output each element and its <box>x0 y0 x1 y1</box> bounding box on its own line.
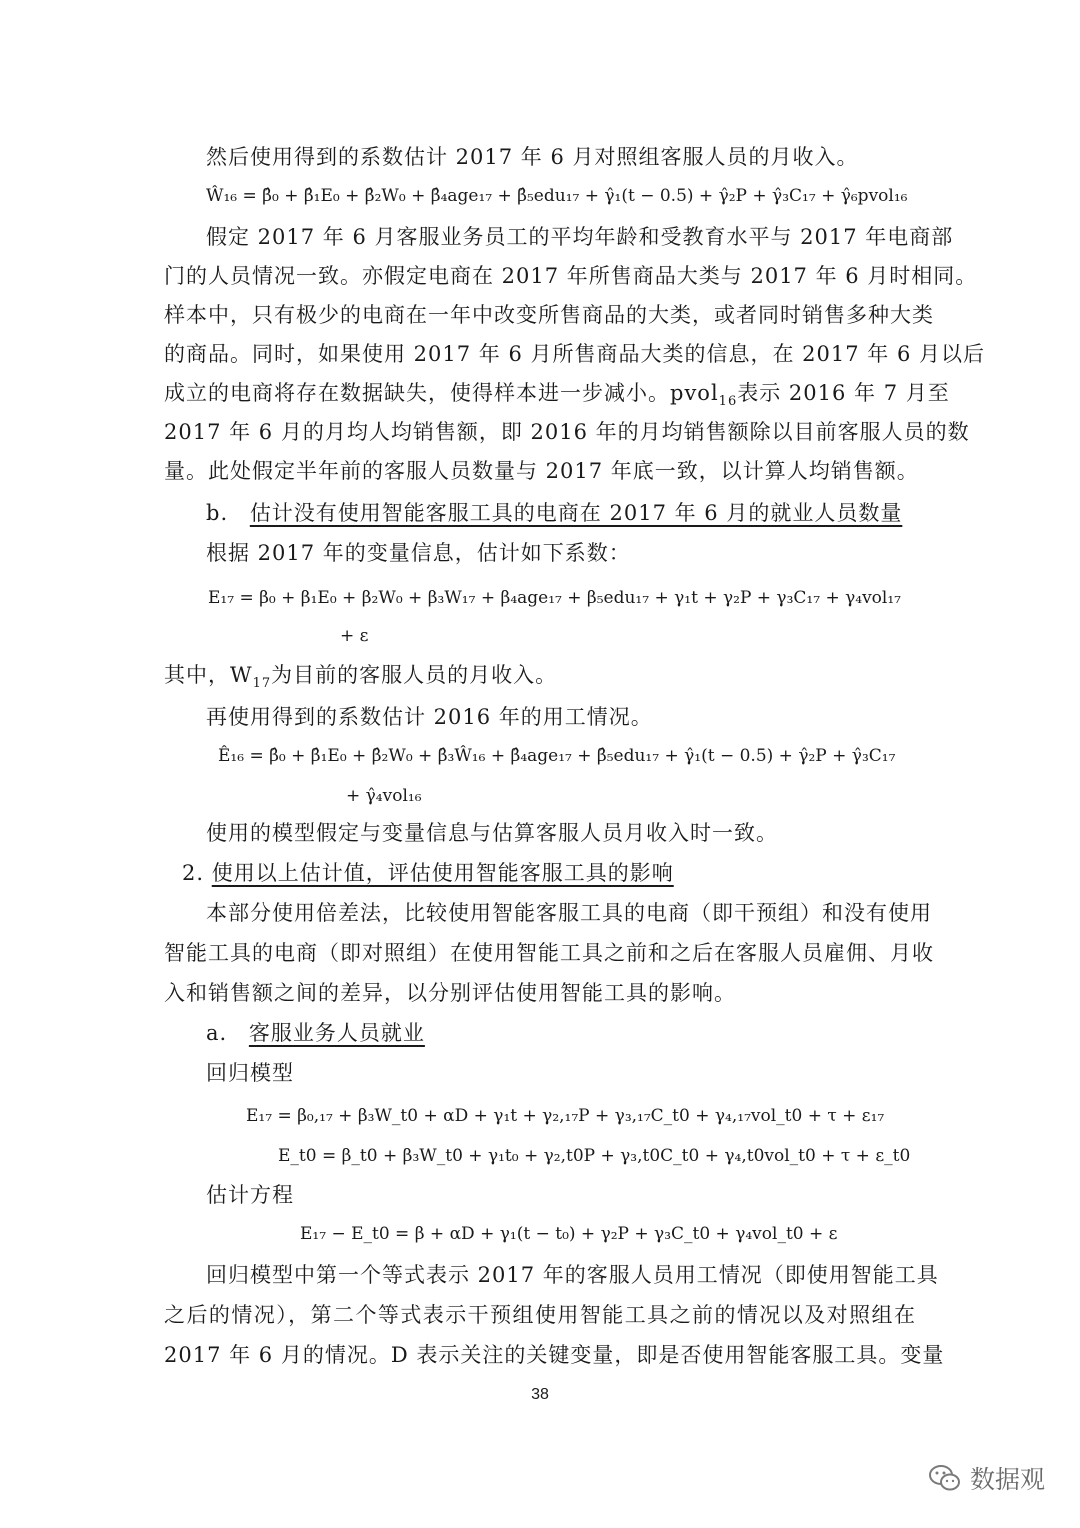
equation-et0-model: E_t0 = β_t0 + β₃W_t0 + γ₁t₀ + γ₂,t0P + γ₃,t0C_t0 + γ₄,t0vol_t0 + τ + ε_t0 <box>278 1146 911 1166</box>
paragraph-line: 样本中，只有极少的电商在一年中改变所售商品的大类，或者同时销售多种大类 <box>164 303 934 327</box>
label-regression-model: 回归模型 <box>206 1061 294 1085</box>
section-2 <box>182 858 934 888</box>
paragraph-line-pvol <box>164 378 950 417</box>
paragraph-line: 使用的模型假定与变量信息与估算客服人员月收入时一致。 <box>206 821 778 845</box>
paragraph-line: 量。此处假定半年前的客服人员数量与 2017 年底一致，以计算人均销售额。 <box>164 459 919 483</box>
section-heading: 使用以上估计值，评估使用智能客服工具的影响 <box>211 861 674 885</box>
equation-e17-continued: + ε <box>340 626 369 646</box>
paragraph-line: 的商品。同时，如果使用 2017 年 6 月所售商品大类的信息，在 2017 年 6 月以后 <box>164 342 986 366</box>
page-number: 38 <box>531 1386 549 1403</box>
paragraph-line: 门的人员情况一致。亦假定电商在 2017 年所售商品大类与 2017 年 6 月时相同。 <box>164 264 978 288</box>
equation-e16-estimate: Ê₁₆ = β̂₀ + β̂₁E₀ + β̂₂W₀ + β̂₃Ŵ₁₆ + β̂₄age₁₇ + β̂₅edu₁₇ + γ̂₁(t − 0.5) + γ̂₂P + γ̂₃C₁₇ <box>218 746 896 766</box>
subsection-b <box>206 498 916 528</box>
paragraph-line: 假定 2017 年 6 月客服业务员工的平均年龄和受教育水平与 2017 年电商部 <box>206 225 954 249</box>
paragraph-line: 再使用得到的系数估计 2016 年的用工情况。 <box>206 705 653 729</box>
label-estimating-equation: 估计方程 <box>206 1183 294 1207</box>
paragraph-line: 2017 年 6 月的情况。D 表示关注的关键变量，即是否使用智能客服工具。变量 <box>164 1343 945 1367</box>
subscript: 16 <box>718 394 738 410</box>
paragraph-line: 2017 年 6 月的月均人均销售额，即 2016 年的月均销售额除以目前客服人员的数 <box>164 420 970 444</box>
wechat-icon <box>928 1463 962 1493</box>
equation-e16-continued: + γ̂₄vol₁₆ <box>346 786 422 806</box>
watermark-text: 数据观 <box>970 1465 1046 1494</box>
paragraph-text: 为目前的客服人员的月收入。 <box>271 663 558 687</box>
subsection-a <box>206 1018 916 1048</box>
paragraph-text: 其中，W <box>164 663 253 687</box>
subscript: 17 <box>252 676 272 692</box>
list-label: b. <box>206 501 229 525</box>
equation-w16-estimate: Ŵ₁₆ = β̂₀ + β̂₁E₀ + β̂₂W₀ + β̂₄age₁₇ + β̂₅edu₁₇ + γ̂₁(t − 0.5) + γ̂₂P + γ̂₃C₁₇ + γ̂₆pvol₁₆ <box>206 186 908 206</box>
paragraph-text: 成立的电商将存在数据缺失，使得样本进一步减小。pvol <box>164 381 719 405</box>
paragraph-line-w17 <box>164 660 916 699</box>
paragraph-line: 智能工具的电商（即对照组）在使用智能工具之前和之后在客服人员雇佣、月收 <box>164 941 934 965</box>
paragraph-line: 入和销售额之间的差异，以分别评估使用智能工具的影响。 <box>164 981 736 1005</box>
paragraph-line: 回归模型中第一个等式表示 2017 年的客服人员用工情况（即使用智能工具 <box>206 1263 939 1287</box>
paragraph-text: 表示 2016 年 7 月至 <box>737 381 950 405</box>
equation-e17-model: E₁₇ = β₀,₁₇ + β₃W_t0 + αD + γ₁t + γ₂,₁₇P + γ₃,₁₇C_t0 + γ₄,₁₇vol_t0 + τ + ε₁₇ <box>246 1106 885 1126</box>
paragraph-line: 之后的情况），第二个等式表示干预组使用智能工具之前的情况以及对照组在 <box>164 1303 916 1327</box>
equation-e17: E₁₇ = β₀ + β₁E₀ + β₂W₀ + β₃W₁₇ + β₄age₁₇ + β₅edu₁₇ + γ₁t + γ₂P + γ₃C₁₇ + γ₄vol₁₇ <box>208 588 901 608</box>
subsection-heading: 估计没有使用智能客服工具的电商在 2017 年 6 月的就业人员数量 <box>249 501 903 525</box>
paragraph-line: 根据 2017 年的变量信息，估计如下系数： <box>206 541 631 565</box>
list-label: a. <box>206 1021 228 1045</box>
equation-difference: E₁₇ − E_t0 = β + αD + γ₁(t − t₀) + γ₂P + γ₃C_t0 + γ₄vol_t0 + ε <box>300 1224 838 1244</box>
paragraph-line: 然后使用得到的系数估计 2017 年 6 月对照组客服人员的月收入。 <box>206 145 859 169</box>
watermark <box>928 1458 1045 1498</box>
subsection-heading: 客服业务人员就业 <box>248 1021 425 1045</box>
paragraph-line: 本部分使用倍差法，比较使用智能客服工具的电商（即干预组）和没有使用 <box>206 901 932 925</box>
list-label: 2. <box>182 861 205 885</box>
